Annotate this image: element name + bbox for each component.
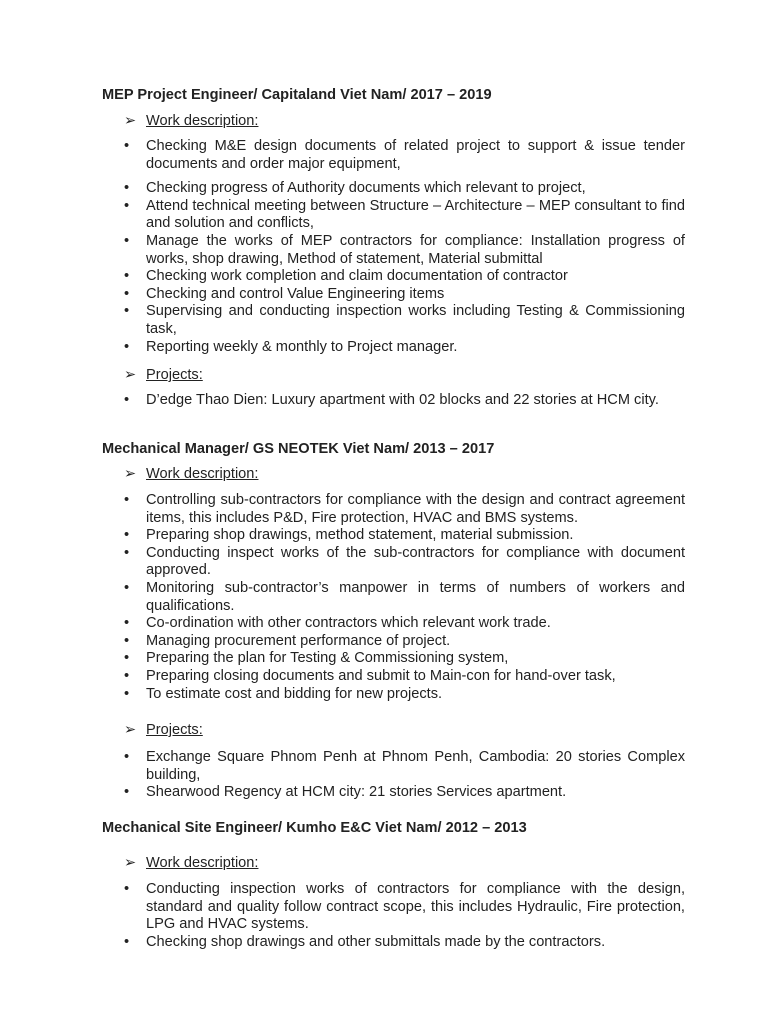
- bullet-icon: •: [124, 180, 130, 197]
- bullet-icon: •: [124, 492, 130, 508]
- work-description-heading: [124, 466, 258, 484]
- arrow-bullet-icon: ➢: [124, 113, 137, 129]
- bullet-icon: •: [124, 784, 130, 801]
- projects-label: Projects:: [146, 722, 203, 738]
- work-description-heading: [124, 855, 258, 873]
- bullet-icon: •: [124, 232, 130, 249]
- bullet-icon: •: [124, 285, 130, 302]
- projects-heading: [124, 722, 203, 740]
- list-item: • Checking shop drawings and other submittals made by the contractors.: [124, 933, 606, 950]
- list-item: • Monitoring sub-contractor’s manpower in terms of numbers of workers and qualifications.: [124, 579, 685, 614]
- projects-list: [0, 392, 768, 410]
- bullet-icon: •: [124, 615, 130, 632]
- list-item: • Reporting weekly & monthly to Project manager.: [124, 338, 458, 355]
- job-title: MEP Project Engineer/ Capitaland Viet Nam/ 2017 – 2019: [102, 87, 492, 103]
- work-description-label: Work description:: [146, 113, 259, 129]
- list-item: • Attend technical meeting between Structure – Architecture – MEP consultant to find and solution and conflicts,: [124, 197, 685, 232]
- list-item: • Checking progress of Authority documents which relevant to project,: [124, 180, 586, 197]
- bullet-icon: •: [124, 632, 130, 649]
- work-description-list: [0, 138, 768, 356]
- list-item: • Exchange Square Phnom Penh at Phnom Penh, Cambodia: 20 stories Complex building,: [124, 749, 685, 783]
- list-item: • Managing procurement performance of project.: [124, 632, 451, 649]
- bullet-icon: •: [124, 303, 130, 320]
- arrow-bullet-icon: ➢: [124, 855, 137, 871]
- bullet-icon: •: [124, 650, 130, 667]
- bullet-icon: •: [124, 749, 130, 765]
- work-description-list: [0, 492, 768, 703]
- projects-list: [0, 749, 768, 802]
- bullet-icon: •: [124, 138, 130, 154]
- bullet-icon: •: [124, 881, 130, 897]
- bullet-icon: •: [124, 338, 130, 355]
- list-item: • Shearwood Regency at HCM city: 21 stories Services apartment.: [124, 784, 567, 801]
- list-item: • Checking M&E design documents of related project to support & issue tender documents and order major equipment,: [124, 138, 685, 172]
- work-description-list: [0, 881, 768, 951]
- bullet-icon: •: [124, 268, 130, 285]
- work-description-label: Work description:: [146, 466, 259, 482]
- bullet-icon: •: [124, 392, 130, 408]
- list-item: • Checking work completion and claim documentation of contractor: [124, 268, 568, 285]
- list-item: • Conducting inspection works of contractors for compliance with the design, standard and quality follow contract scope, this includes Hydraulic, Fire protection, LPG and HVAC systems.: [124, 881, 685, 933]
- list-item: • To estimate cost and bidding for new projects.: [124, 685, 443, 702]
- list-item: • Manage the works of MEP contractors for compliance: Installation progress of works, shop drawing, Method of statement, Material submittal: [124, 232, 685, 267]
- job-title: Mechanical Manager/ GS NEOTEK Viet Nam/ 2013 – 2017: [102, 441, 495, 457]
- list-item: • Supervising and conducting inspection works including Testing & Commissioning task,: [124, 303, 685, 337]
- projects-label: Projects:: [146, 367, 203, 383]
- bullet-icon: •: [124, 667, 130, 684]
- arrow-bullet-icon: ➢: [124, 367, 137, 383]
- list-item: • Preparing shop drawings, method statement, material submission.: [124, 527, 574, 544]
- bullet-icon: •: [124, 933, 130, 950]
- bullet-icon: •: [124, 544, 130, 561]
- arrow-bullet-icon: ➢: [124, 466, 137, 482]
- projects-heading: [124, 367, 203, 385]
- list-item: • Conducting inspect works of the sub-contractors for compliance with document approved.: [124, 544, 685, 579]
- bullet-icon: •: [124, 527, 130, 544]
- list-item: • Preparing the plan for Testing & Commissioning system,: [124, 650, 509, 667]
- list-item: • Checking and control Value Engineering items: [124, 285, 445, 302]
- bullet-icon: •: [124, 685, 130, 702]
- work-description-label: Work description:: [146, 855, 259, 871]
- list-item: • Co-ordination with other contractors which relevant work trade.: [124, 615, 551, 632]
- list-item: • Preparing closing documents and submit to Main-con for hand-over task,: [124, 667, 616, 684]
- job-title: Mechanical Site Engineer/ Kumho E&C Viet Nam/ 2012 – 2013: [102, 820, 527, 836]
- bullet-icon: •: [124, 197, 130, 214]
- arrow-bullet-icon: ➢: [124, 722, 137, 738]
- work-description-heading: [124, 113, 258, 131]
- bullet-icon: •: [124, 579, 130, 596]
- list-item: • Controlling sub-contractors for compliance with the design and contract agreement items, this includes P&D, Fire protection, HVAC and BMS systems.: [124, 492, 685, 526]
- list-item: • D’edge Thao Dien: Luxury apartment with 02 blocks and 22 stories at HCM city.: [124, 392, 659, 408]
